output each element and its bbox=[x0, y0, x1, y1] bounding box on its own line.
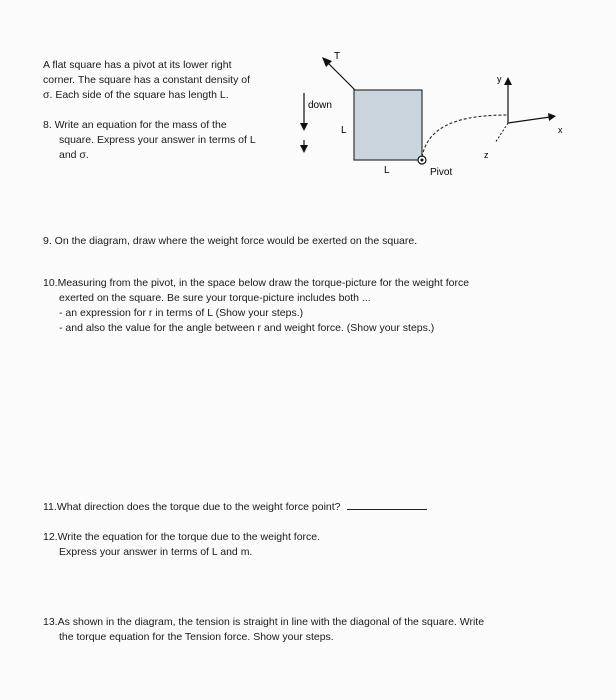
axis-x-label: x bbox=[558, 125, 563, 135]
q8-line-3: and σ. bbox=[59, 149, 89, 161]
q12-line-2: Express your answer in terms of L and m. bbox=[59, 546, 253, 558]
q10-line-3: - an expression for r in terms of L (Show your steps.) bbox=[59, 307, 304, 319]
axis-y-label: y bbox=[497, 74, 502, 84]
q9-line-1: 9. On the diagram, draw where the weight force would be exerted on the square. bbox=[43, 235, 418, 247]
q8-line-2: square. Express your answer in terms of L bbox=[59, 134, 256, 146]
square-shape bbox=[354, 90, 422, 160]
q11-line-1 bbox=[43, 500, 427, 515]
x-axis-arrowhead bbox=[548, 113, 556, 121]
tension-label: T bbox=[334, 51, 341, 62]
q10-line-1: 10.Measuring from the pivot, in the space below draw the torque-picture for the weight force bbox=[43, 277, 470, 289]
intro-line-3: σ. Each side of the square has length L. bbox=[43, 89, 229, 101]
side-label-left: L bbox=[341, 125, 347, 136]
q11-answer-blank[interactable] bbox=[347, 500, 427, 510]
down-label: down bbox=[308, 100, 332, 111]
intro-line-1: A flat square has a pivot at its lower right bbox=[43, 59, 232, 71]
square-pivot-diagram bbox=[290, 45, 610, 195]
q12-line-1: 12.Write the equation for the torque due to the weight force. bbox=[43, 531, 321, 543]
q10-line-4: - and also the value for the angle between r and weight force. (Show your steps.) bbox=[59, 322, 435, 334]
small-down-arrowhead bbox=[300, 145, 308, 153]
axis-z-label: z bbox=[484, 150, 489, 160]
q13-line-1: 13.As shown in the diagram, the tension is straight in line with the diagonal of the square. Write bbox=[43, 616, 485, 628]
side-label-bottom: L bbox=[384, 165, 390, 176]
intro-line-2: corner. The square has a constant density of bbox=[43, 74, 251, 86]
pivot-label: Pivot bbox=[430, 167, 453, 178]
q10-line-2: exerted on the square. Be sure your torque-picture includes both ... bbox=[59, 292, 371, 304]
z-axis-line bbox=[495, 123, 508, 143]
q11-text: 11.What direction does the torque due to the weight force point? bbox=[43, 501, 341, 513]
down-arrowhead bbox=[300, 123, 308, 131]
dashed-arc bbox=[422, 115, 508, 157]
tension-arrow-line bbox=[327, 62, 355, 90]
y-axis-arrowhead bbox=[504, 77, 512, 85]
x-axis-line bbox=[508, 117, 550, 123]
q8-line-1: 8. Write an equation for the mass of the bbox=[43, 119, 227, 131]
q13-line-2: the torque equation for the Tension force. Show your steps. bbox=[59, 631, 334, 643]
